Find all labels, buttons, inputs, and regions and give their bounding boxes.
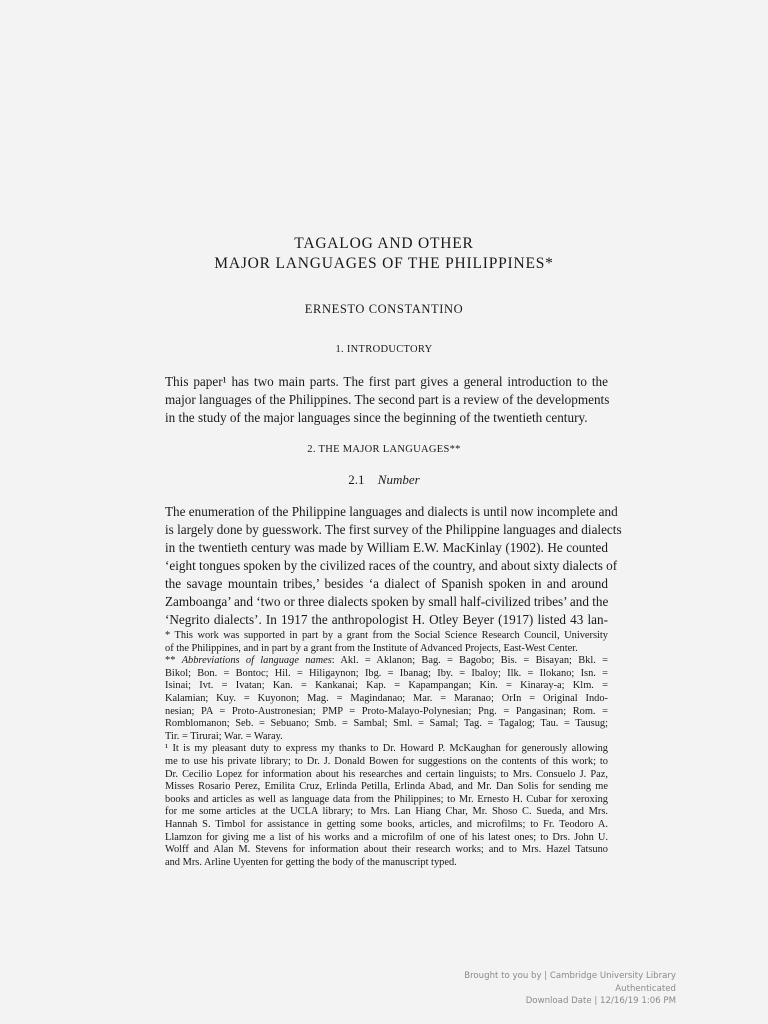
paragraph-line: major languages of the Philippines. The second part is a review of the developments [165,392,610,407]
footnote-line: Misses Rosario Perez, Emilita Cruz, Erlinda Petilla, Erlinda Abad, and Mr. Dan Solis for sending me [165,781,608,793]
paragraph-line: ‘Negrito dialects’. In 1917 the anthropologist H. Otley Beyer (1917) listed 43 lan- [165,612,608,627]
footnote-line: for me some articles at the UCLA library; to Mrs. Lan Hiang Char, Mr. Shoso C. Sueda, and Mrs. [165,806,608,818]
footnote-abbreviations [165,655,608,743]
footnote-line: Hannah S. Timbol for assistance in getting some books, articles, and microfilms; to Fr. Teodoro A. [165,818,608,830]
watermark-authenticated: Authenticated [615,983,676,994]
paragraph-line: the savage mountain tribes,’ besides ‘a dialect of Spanish spoken in and around [165,576,608,591]
footnote-line: ¹ It is my pleasant duty to express my thanks to Dr. Howard P. McKaughan for generously allowing [165,743,608,755]
footnote-funding [165,630,608,655]
paragraph-line: ‘eight tongues spoken by the civilized races of the country, and about sixty dialects of [165,558,618,573]
footnote-line: Llamzon for giving me a list of his works and a microfilm of one of his latest ones; to Drs. John U. [165,831,608,843]
watermark-download-date: Download Date | 12/16/19 1:06 PM [525,996,676,1006]
paragraph-line: is largely done by guesswork. The first survey of the Philippine languages and dialects [165,522,622,537]
footnote-line: Bikol; Bon. = Bontoc; Hil. = Hiligaynon; Ibg. = Ibanag; Iby. = Ibaloy; Ilk. = Ilokano; Isn. = [165,667,608,679]
footnote-line: Tir. = Tirurai; War. = Waray. [165,730,283,742]
footnote-line: Wolff and Alan M. Stevens for information about their research works; and to Mrs. Hazel Tatsuno [165,844,608,856]
paper-title-line-1: TAGALOG AND OTHER [294,235,474,252]
access-watermark [376,970,676,1008]
footnote-line: of the Philippines, and in part by a grant from the Institute of Advanced Projects, East-West Center. [165,642,578,654]
paper-title-line-2: MAJOR LANGUAGES OF THE PHILIPPINES* [214,255,554,272]
footnote-line: * This work was supported in part by a grant from the Social Science Research Council, University [165,630,608,641]
footnote-line: me to use his private library; to Dr. J. Donald Bowen for suggestions on the contents of this work; to [165,755,608,767]
footnote-line: Romblomanon; Seb. = Sebuano; Smb. = Sambal; Sml. = Samal; Tag. = Tagalog; Tau. = Tausug; [165,718,608,730]
footnote-line [165,655,608,668]
paragraph-line: in the study of the major languages since the beginning of the twentieth century. [165,410,588,425]
footnote-line: books and articles as well as language data from the Philippines; to Mr. Ernesto H. Cubar for xeroxing [165,793,608,805]
section-heading-introductory: 1. INTRODUCTORY [335,344,433,355]
paragraph-line: The enumeration of the Philippine languages and dialects is until now incomplete and [165,504,618,519]
footnotes [165,630,608,869]
footnote-italic-heading: Abbreviations of language names [181,655,332,667]
section-heading-major-languages: 2. THE MAJOR LANGUAGES** [307,444,461,455]
paragraph-line: This paper¹ has two main parts. The first part gives a general introduction to the [165,374,608,389]
subsection-heading [0,472,768,488]
paper-author: ERNESTO CONSTANTINO [304,302,464,316]
footnote-line: Kalamian; Kuy. = Kuyonon; Mag. = Magindanao; Mar. = Maranao; OrIn = Original Indo- [165,692,608,704]
footnote-line: Isinai; Ivt. = Ivatan; Kan. = Kankanai; Kap. = Kapampangan; Kin. = Kinaray-a; Klm. = [165,680,608,692]
footnote-line: and Mrs. Arline Uyenten for getting the body of the manuscript typed. [165,856,457,868]
subsection-number: 2.1 [348,472,365,487]
paragraph-line: in the twentieth century was made by William E.W. MacKinlay (1902). He counted [165,540,608,555]
footnote-marker: ** [165,655,182,667]
subsection-name: Number [377,472,420,487]
paragraph-line: Zamboanga’ and ‘two or three dialects spoken by small half-civilized tribes’ and the [165,594,609,609]
footnote-line: nesian; PA = Proto-Austronesian; PMP = Proto-Malayo-Polynesian; Png. = Pangasinan; Rom. = [165,705,608,717]
watermark-provider: Brought to you by | Cambridge University Library [464,971,676,981]
footnote-text: : Akl. = Aklanon; Bag. = Bagobo; Bis. = Bisayan; Bkl. = [331,655,608,667]
number-paragraph [165,503,622,629]
footnote-acknowledgements [165,743,608,869]
footnote-line: Dr. Cecilio Lopez for information about his researches and certain linguists; to Mrs. Consuelo J. Paz, [165,768,608,780]
introductory-paragraph [165,373,608,427]
